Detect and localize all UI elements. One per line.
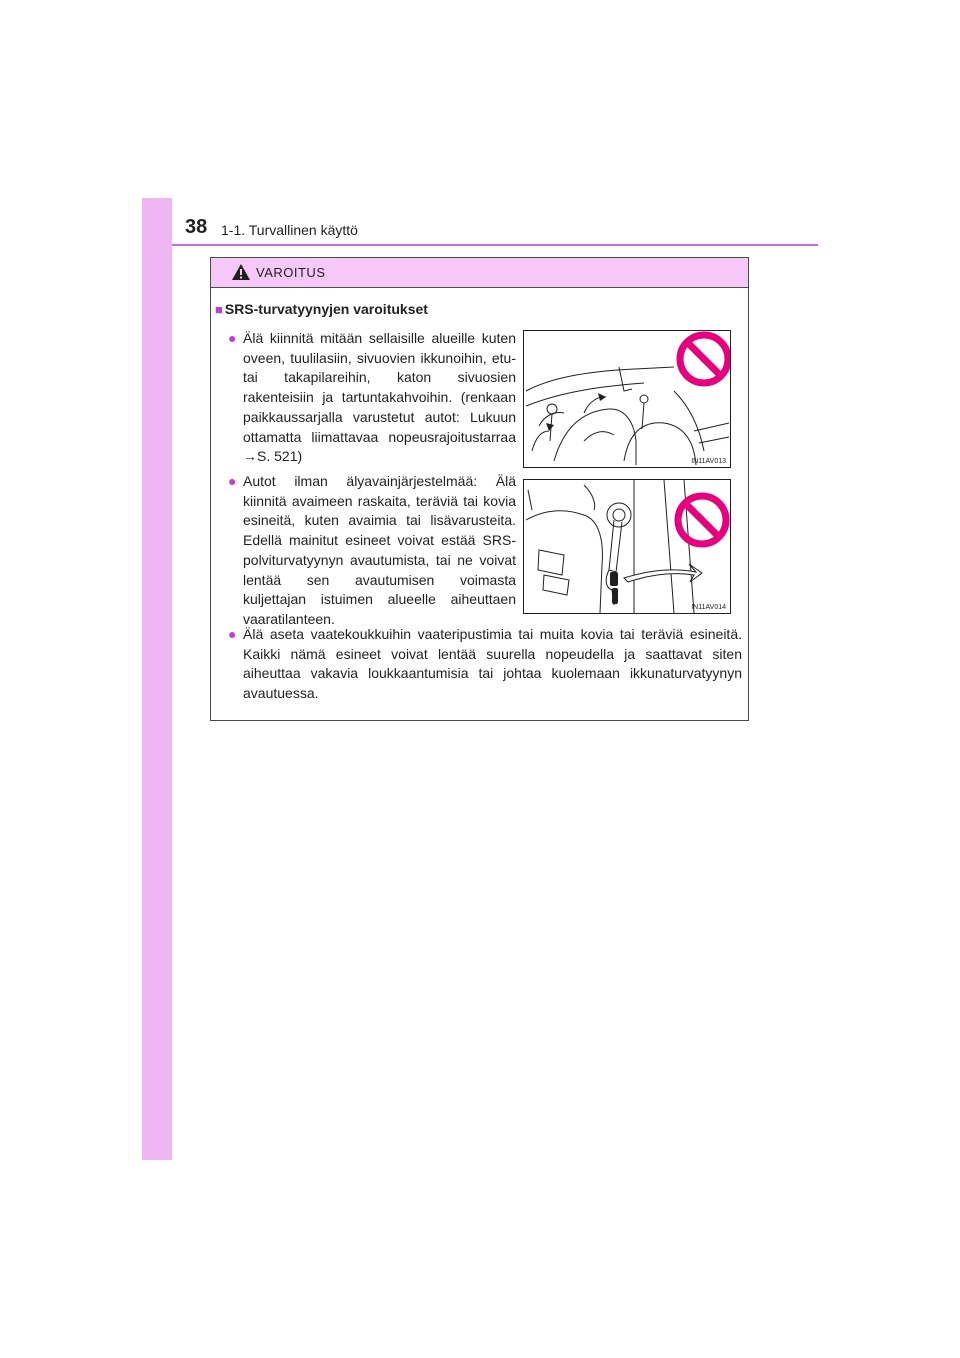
square-bullet-icon: ■ (215, 302, 223, 317)
bullet-icon: ● (228, 626, 237, 642)
side-tab-strip (142, 198, 172, 1160)
warning-box (210, 257, 749, 721)
illustration-code: IN11AV013 (691, 458, 726, 465)
warning-header (211, 258, 748, 288)
warning-title: VAROITUS (256, 265, 326, 280)
section-title: 1-1. Turvallinen käyttö (221, 222, 358, 238)
page-number: 38 (185, 216, 208, 238)
prohibited-icon (678, 496, 726, 544)
warning-item: ● Älä kiinnitä mitään sellaisille alueille kuten oveen, tuulilasiin, sivuovien ikkunoihin, etu- tai takapilareihin, katon sivuosien rakenteisiin ja tartuntakahvoihin. (renkaan paikkaussarjalla varustetut autot: Lukuun ottamatta liimattavaa nopeusrajoitustarraa →S. 521) (228, 330, 516, 465)
warning-item: ● Älä aseta vaatekoukkuihin vaateripustimia tai muita kovia tai teräviä esineitä. Kaikki nämä esineet voivat lentää suurella nopeudella ja saattavat siten aiheuttaa vakavia loukkaantumisia tai johtaa kuolemaan ikkunaturvatyynyn avautuessa. (228, 626, 742, 702)
warning-subheading: ■ SRS-turvatyynyjen varoitukset (215, 301, 428, 317)
bullet-icon: ● (228, 330, 237, 346)
illustration-key-ignition (523, 479, 731, 614)
illustration-window-area (523, 330, 731, 468)
illustration-code: IN11AV014 (691, 604, 726, 611)
warning-item: ● Autot ilman älyavainjärjestelmää: Älä kiinnitä avaimeen raskaita, teräviä tai kovia esineitä, kuten avaimia tai lisävarusteita. Edellä mainitut esineet voivat estää SRS-polviturvatyynyn avautumista, tai ne voivat lentää sen avautumisen voimasta kuljettajan istuimen alueelle aiheuttaen vaaratilanteen. (228, 473, 516, 627)
warning-triangle-icon (231, 263, 251, 281)
key-ignition-sketch (524, 480, 730, 613)
bullet-icon: ● (228, 473, 237, 489)
car-interior-sketch (524, 331, 730, 467)
prohibited-icon (680, 335, 728, 383)
header-divider (172, 244, 818, 246)
